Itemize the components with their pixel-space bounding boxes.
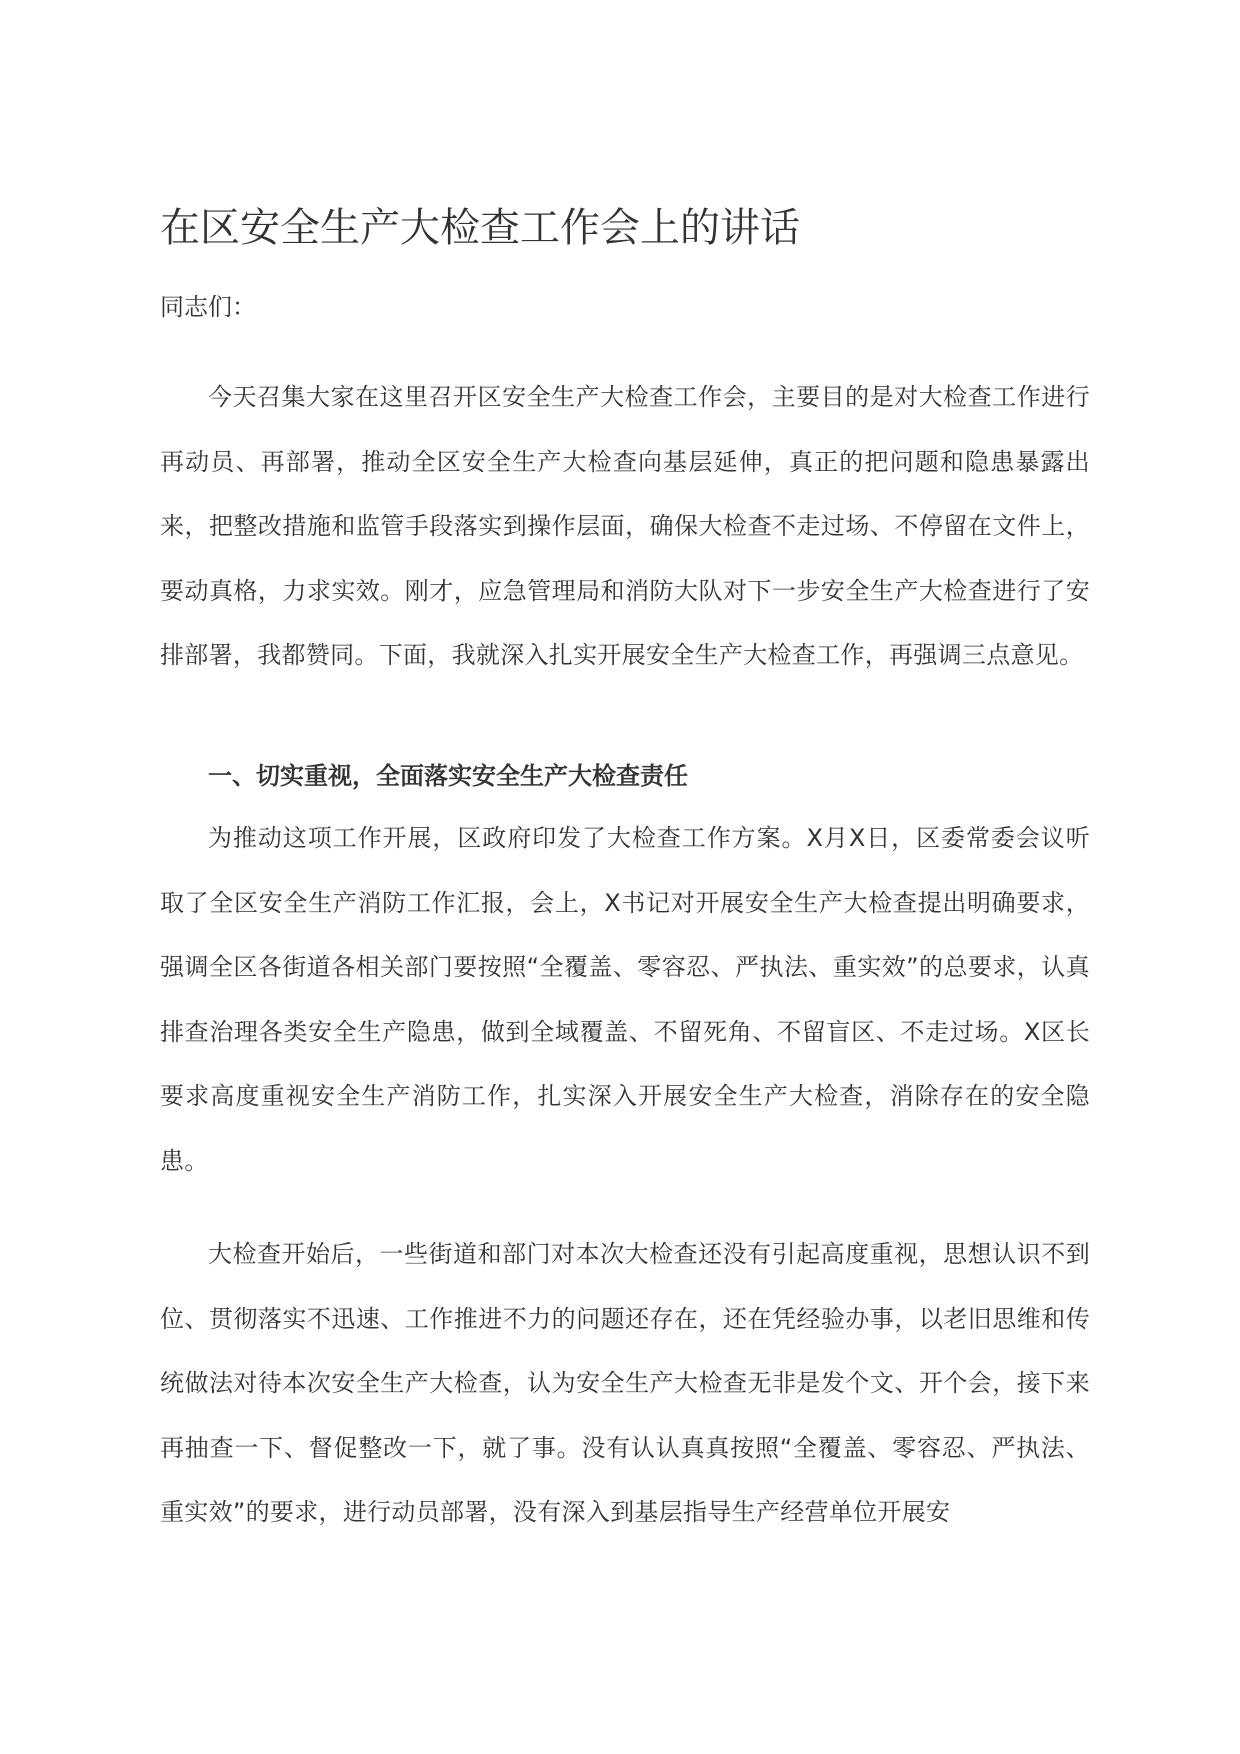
paragraph-section1-1: 为推动这项工作开展，区政府印发了大检查工作方案。X月X日，区委常委会议听取了全区安全生产消防工作汇报，会上，X书记对开展安全生产大检查提出明确要求，强调全区各街道各相关部门要按照“全覆盖、零容忍、严执法、重实效”的总要求，认真排查治理各类安全生产隐患，做到全域覆盖、不留死角、不留盲区、不走过场。X区长要求高度重视安全生产消防工作，扎实深入开展安全生产大检查，消除存在的安全隐患。 — [160, 824, 1090, 1175]
salutation: 同志们： — [160, 293, 256, 321]
paragraph-section1-2: 大检查开始后，一些街道和部门对本次大检查还没有引起高度重视，思想认识不到位、贯彻落实不迅速、工作推进不力的问题还存在，还在凭经验办事，以老旧思维和传统做法对待本次安全生产大检查，认为安全生产大检查无非是发个文、开个会，接下来再抽查一下、督促整改一下，就了事。没有认认真真按照“全覆盖、零容忍、严执法、重实效”的要求，进行动员部署，没有深入到基层指导生产经营单位开展安 — [160, 1240, 1090, 1526]
section-heading-1: 一、切实重视，全面落实安全生产大检查责任 — [208, 762, 688, 790]
paragraph-intro: 今天召集大家在这里召开区安全生产大检查工作会，主要目的是对大检查工作进行再动员、再部署，推动全区安全生产大检查向基层延伸，真正的把问题和隐患暴露出来，把整改措施和监管手段落实到操作层面，确保大检查不走过场、不停留在文件上，要动真格，力求实效。刚才，应急管理局和消防大队对下一步安全生产大检查进行了安排部署，我都赞同。下面，我就深入扎实开展安全生产大检查工作，再强调三点意见。 — [160, 383, 1090, 669]
document-title: 在区安全生产大检查工作会上的讲话 — [160, 205, 800, 251]
